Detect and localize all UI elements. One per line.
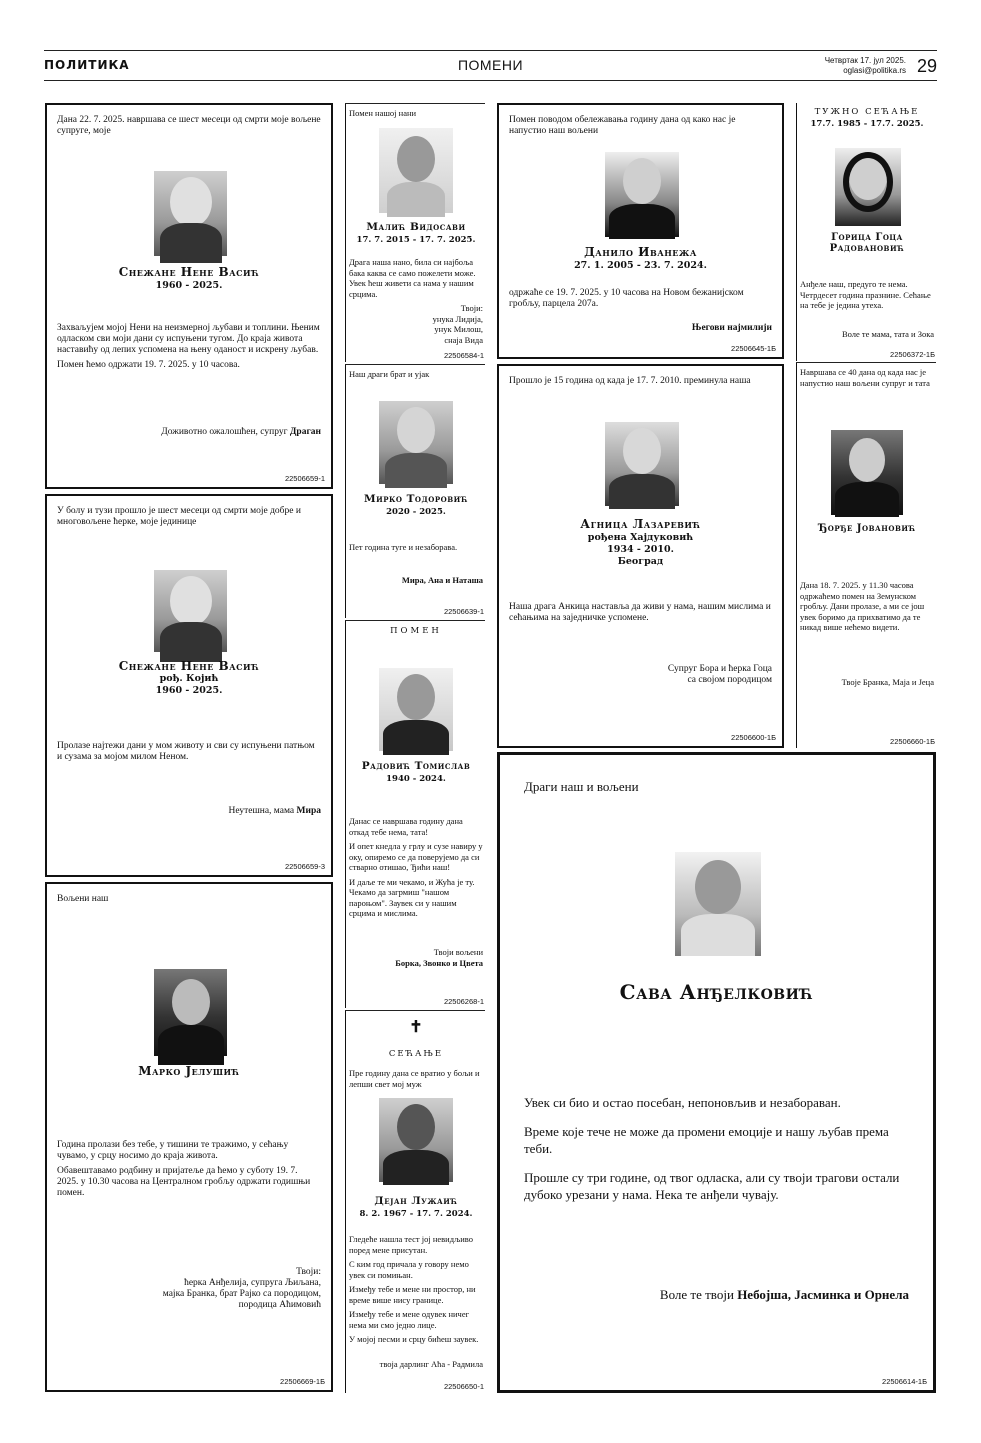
deceased-name: Мирко Тодоровић [364, 493, 468, 505]
portrait-photo [379, 401, 453, 484]
ad-body: одржаће се 19. 7. 2025. у 10 часова на Новом бежанијском гробљу, парцела 207а. [509, 288, 744, 309]
obituary-agnica [497, 364, 784, 748]
deceased-name: Марко Јелушић [138, 1064, 240, 1078]
ad-code: 22506645-1Б [731, 344, 776, 353]
ad-intro: Дана 22. 7. 2025. навршава се шест месеци од смрти моје вољене супруге, моје [57, 115, 321, 136]
ad-heading: СЕЋАЊЕ [388, 1049, 444, 1059]
obituary-marko [45, 882, 333, 1392]
maiden-name: рођ. Којић [159, 673, 219, 684]
deceased-name: Малић Видосави [366, 221, 466, 233]
header-top-rule [44, 50, 937, 51]
ad-body: Увек си био и остао посебан, непоновљив и незабораван. Време које тече не може да промени емоције и нашу љубав према теби. Прошле су три године, од твог одласка, али су твоји трагови остали дубоко урезани у нама. Нека те анђели чувају. [524, 1095, 900, 1202]
ad-intro: Пре годину дана се вратио у бољи и лепши свет мој муж [349, 1068, 480, 1089]
obituary-djordje [796, 363, 937, 748]
place: Београд [617, 556, 664, 567]
deceased-name: Дејан Лужаић [374, 1195, 458, 1207]
ad-body: Дана 18. 7. 2025. у 11.30 часова одржаћемо помен на Земунском гробљу. Дани пролазе, а ми се још увек боримо да прихватимо да те никад више нећемо видети. [800, 580, 925, 632]
life-years: 1940 - 2024. [386, 774, 446, 784]
ad-signature: Твоје Бранка, Маја и Јеца [841, 677, 934, 687]
obituary-snezana-husband [45, 103, 333, 489]
ad-heading: ПОМЕН [390, 626, 442, 636]
ad-intro: Прошло је 15 година од када је 17. 7. 2010. преминула наша [509, 376, 751, 386]
ad-signature: Његови најмилији [691, 323, 772, 333]
ad-code: 22506659-1 [284, 474, 325, 483]
life-years: 2020 - 2025. [386, 507, 446, 517]
portrait-photo [831, 430, 903, 515]
ad-body: Наша драга Анкица наставља да живи у нама, нашим мислима и сећањима на заједничке успомене. [509, 602, 771, 623]
obituary-radovic [345, 621, 486, 1008]
issue-date: Четвртак 17. јул 2025. [824, 56, 906, 65]
deceased-name: Сава Анђелковић [619, 980, 814, 1004]
ad-signature: твоја дарлинг Аћа - Радмила [379, 1359, 483, 1369]
ad-code: 22506650-1 [443, 1382, 484, 1391]
ad-intro: Помен нашој нани [349, 108, 417, 118]
portrait-photo [154, 570, 227, 652]
ad-body: Пет година туге и незаборава. [349, 542, 458, 552]
deceased-name: Радовић Томислав [361, 760, 471, 772]
ad-signature: Неутешна, мама Мира [228, 806, 321, 816]
ad-body: Анђеле наш, предуго те нема. Четрдесет година празнине. Сећање на тебе је једина утеха. [800, 279, 931, 310]
deceased-name: Агница Лазаревић [580, 517, 701, 531]
ad-signature: Твоји: унука Лидија, унук Милош, снаја Вида [432, 303, 483, 345]
ad-signature: Твоји вољени Борка, Звонко и Цвета [395, 947, 483, 968]
ad-heading: ТУЖНО СЕЋАЊЕ [814, 107, 920, 117]
portrait-photo [675, 852, 761, 956]
deceased-name: Снежане Нене Васић [118, 659, 260, 673]
deceased-name: Данило Иванежа [584, 245, 697, 259]
ad-body: Данас се навршава годину дана откад тебе нема, тата! И опет кнедла у грлу и сузе навиру у оку, опиремо се да поверујемо да си стварно отишао, Ђићи наш! И даље те ми чекамо, и Жућа је ту. Чекамо да загрмиш "нашом пароњом". Заувек си у нашим срцима и мислима. [349, 816, 483, 918]
ad-code: 22506639-1 [443, 607, 484, 616]
obituary-snezana-mother [45, 494, 333, 877]
ad-signature: Воле те мама, тата и Зока [841, 329, 934, 339]
memorial-dates: 17.7. 1985 - 17.7. 2025. [810, 119, 924, 129]
portrait-photo [835, 148, 901, 226]
portrait-photo [605, 152, 679, 237]
life-years: 27. 1. 2005 - 23. 7. 2024. [574, 260, 707, 271]
obituary-gorica [796, 103, 937, 361]
obituary-danilo [497, 103, 784, 359]
ad-signature: Твоји: ћерка Анђелија, супруга Љиљана, мајка Бранка, брат Рајко са породицом, породица Аћимовић [162, 1267, 321, 1310]
section-title: ПОМЕНИ [457, 57, 524, 73]
contact-email[interactable]: oglasi@politika.rs [843, 66, 906, 75]
portrait-photo [379, 1098, 453, 1182]
deceased-name: Горица Гоца Радовановић [829, 232, 905, 254]
ad-code: 22506372-1Б [890, 350, 935, 359]
ad-signature: Доживотно ожалошћен, супруг Драган [161, 427, 321, 437]
header-bottom-rule [44, 80, 937, 81]
portrait-photo [154, 969, 227, 1056]
cross-icon: ✝ [409, 1017, 423, 1036]
newspaper-logo: ПОЛИТИКА [44, 58, 130, 72]
deceased-name: Снежане Нене Васић [118, 265, 260, 279]
ad-intro: Наш драги брат и ујак [349, 369, 430, 379]
obituary-sava [497, 752, 936, 1393]
ad-code: 22506268-1 [443, 997, 484, 1006]
ad-intro: Навршава се 40 дана од када нас је напустио наш вољени супруг и тата [800, 367, 930, 388]
ad-code: 22506669-1Б [280, 1377, 325, 1386]
life-years: 8. 2. 1967 - 17. 7. 2024. [359, 1209, 473, 1219]
portrait-photo [154, 171, 227, 256]
obituary-malic [345, 104, 486, 362]
ad-body: Пролазе најтежи дани у мом животу и сви су испуњени патњом и сузама за мојом милом Неном. [57, 741, 315, 762]
ad-code: 22506584-1 [443, 351, 484, 360]
page-number: 29 [916, 56, 937, 76]
ad-signature: Воле те твоји Небојша, Јасминка и Орнела [659, 1287, 909, 1302]
ad-body: Драга наша нано, била си најбоља бака каква се само пожелети може. Увек ћеш живети са нама у нашим срцима. [349, 257, 476, 299]
portrait-photo [605, 422, 679, 506]
portrait-photo [379, 128, 453, 213]
ad-code: 22506659-3 [284, 862, 325, 871]
ad-body: Година пролази без тебе, у тишини те тражимо, у сећању чувамо, у срцу носимо до краја живота. Обавештавамо родбину и пријатеље да ћемо у суботу 19. 7. 2025. у 10.30 часова на Централном гробљу одржати годишњи помен. [57, 1140, 311, 1198]
life-years: 1934 - 2010. [607, 544, 674, 555]
ad-code: 22506614-1Б [882, 1377, 927, 1386]
ad-intro: Помен поводом обележавања годину дана од како нас је напустио наш вољени [509, 115, 736, 136]
ad-body: Захваљујем мојој Нени на неизмерној љубави и топлини. Њеним одласком сви моји дани су испуњени тугом. До краја живота наставићу од лепих успомена на њену оданост и искрену љубав. Помен ћемо одржати 19. 7. 2025. у 10 часова. [57, 323, 320, 370]
ad-signature: Супруг Бора и ћерка Гоца са својом породицом [667, 664, 772, 685]
ad-intro: Драги наш и вољени [524, 779, 639, 794]
ad-code: 22506600-1Б [731, 733, 776, 742]
obituary-mirko [345, 365, 486, 618]
life-years: 1960 - 2025. [155, 280, 223, 291]
obituary-dejan [345, 1011, 486, 1393]
maiden-name: рођена Хајдуковић [587, 532, 694, 543]
deceased-name: Ђорђе Јовановић [818, 523, 916, 534]
ad-intro: У болу и тузи прошло је шест месеци од смрти моје добре и многовољене ћерке, моје јединице [57, 506, 301, 527]
ad-code: 22506660-1Б [890, 737, 935, 746]
ad-signature: Мира, Ана и Наташа [401, 575, 483, 585]
date-info [825, 56, 906, 76]
ad-intro: Вољени наш [57, 894, 109, 904]
life-years: 17. 7. 2015 - 17. 7. 2025. [356, 235, 476, 245]
ad-body: Гледеће нашла тест јој невидљиво поред мене присутан. С ким год причала у говору немо увек си помињан. Између тебе и мене ни простор, ни време више нису границе. Између тебе и мене одувек ничег нема ми смо једно лице. У мојој песми и срцу бићеш заувек. [349, 1234, 479, 1344]
life-years: 1960 - 2025. [155, 685, 223, 696]
portrait-photo [379, 668, 453, 751]
